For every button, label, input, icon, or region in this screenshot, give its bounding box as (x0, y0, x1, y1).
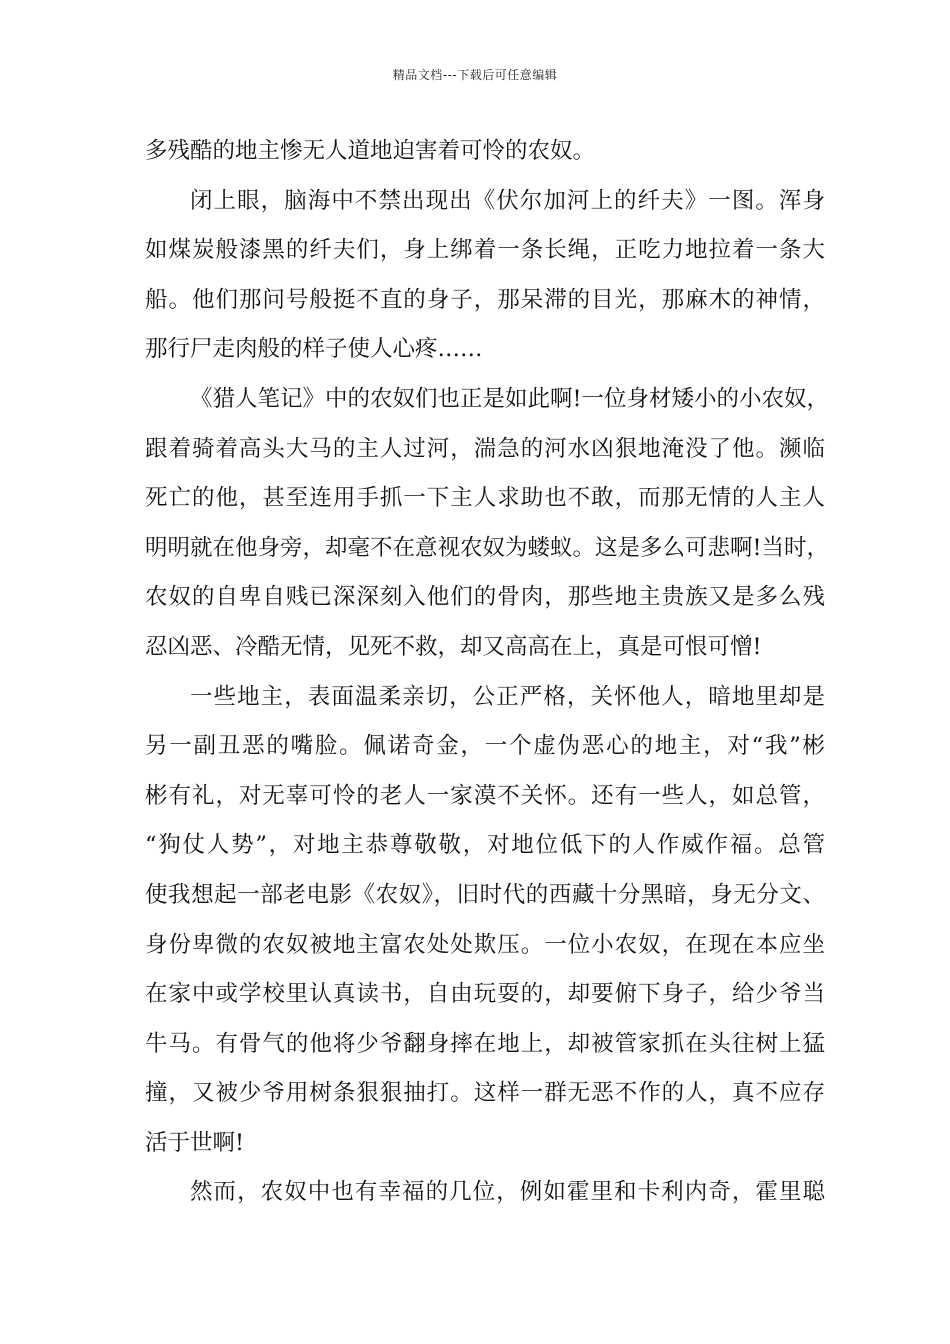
text-line: 忍凶恶、冷酷无情，见死不救，却又高高在上，真是可恨可憎! (145, 633, 762, 660)
text-line: 死亡的他，甚至连用手抓一下主人求助也不敢，而那无情的人主人 (145, 485, 825, 512)
text-line: 撞，又被少爷用树条狠狠抽打。这样一群无恶不作的人，真不应存 (145, 1080, 825, 1107)
text-line: 牛马。有骨气的他将少爷翻身摔在地上，却被管家抓在头往树上猛 (145, 1030, 825, 1057)
text-line: 《猎人笔记》中的农奴们也正是如此啊!一位身材矮小的小农奴， (190, 385, 830, 412)
text-line: 闭上眼，脑海中不禁出现出《伏尔加河上的纤夫》一图。浑身 (190, 187, 825, 214)
paragraph (145, 375, 830, 673)
paragraph (145, 127, 825, 177)
text-line: 在家中或学校里认真读书，自由玩耍的，却要俯下身子，给少爷当 (145, 981, 825, 1008)
text-line: 然而，农奴中也有幸福的几位，例如霍里和卡利内奇，霍里聪 (190, 1179, 825, 1206)
page-header: 精品文档---下载后可任意编辑 (392, 68, 558, 82)
text-line: 身份卑微的农奴被地主富农处处欺压。一位小农奴，在现在本应坐 (145, 931, 825, 958)
paragraph (145, 673, 825, 1169)
text-line: 活于世啊! (145, 1129, 245, 1156)
paragraph (145, 177, 825, 375)
text-line: 一些地主，表面温柔亲切，公正严格，关怀他人，暗地里却是 (190, 683, 825, 710)
text-line: 船。他们那问号般挺不直的身子，那呆滞的目光，那麻木的神情， (145, 286, 825, 313)
document-body (145, 127, 830, 1218)
text-line: 彬有礼，对无辜可怜的老人一家漠不关怀。还有一些人，如总管， (145, 782, 825, 809)
paragraph (145, 1168, 825, 1218)
text-line: 明明就在他身旁，却毫不在意视农奴为蝼蚁。这是多么可悲啊!当时， (145, 534, 830, 561)
text-line: “狗仗人势”，对地主恭尊敬敬，对地位低下的人作威作福。总管 (145, 832, 825, 859)
text-line: 多残酷的地主惨无人道地迫害着可怜的农奴。 (145, 138, 596, 164)
text-line: 那行尸走肉般的样子使人心疼…… (145, 336, 483, 363)
text-line: 另一副丑恶的嘴脸。佩诺奇金，一个虚伪恶心的地主，对“我”彬 (145, 733, 825, 760)
text-line: 跟着骑着高头大马的主人过河，湍急的河水凶狠地淹没了他。濒临 (145, 435, 825, 462)
text-line: 如煤炭般漆黑的纤夫们，身上绑着一条长绳，正吃力地拉着一条大 (145, 237, 825, 264)
text-line: 使我想起一部老电影《农奴》，旧时代的西藏十分黑暗，身无分文、 (145, 881, 825, 908)
text-line: 农奴的自卑自贱已深深刻入他们的骨肉，那些地主贵族又是多么残 (145, 584, 825, 611)
